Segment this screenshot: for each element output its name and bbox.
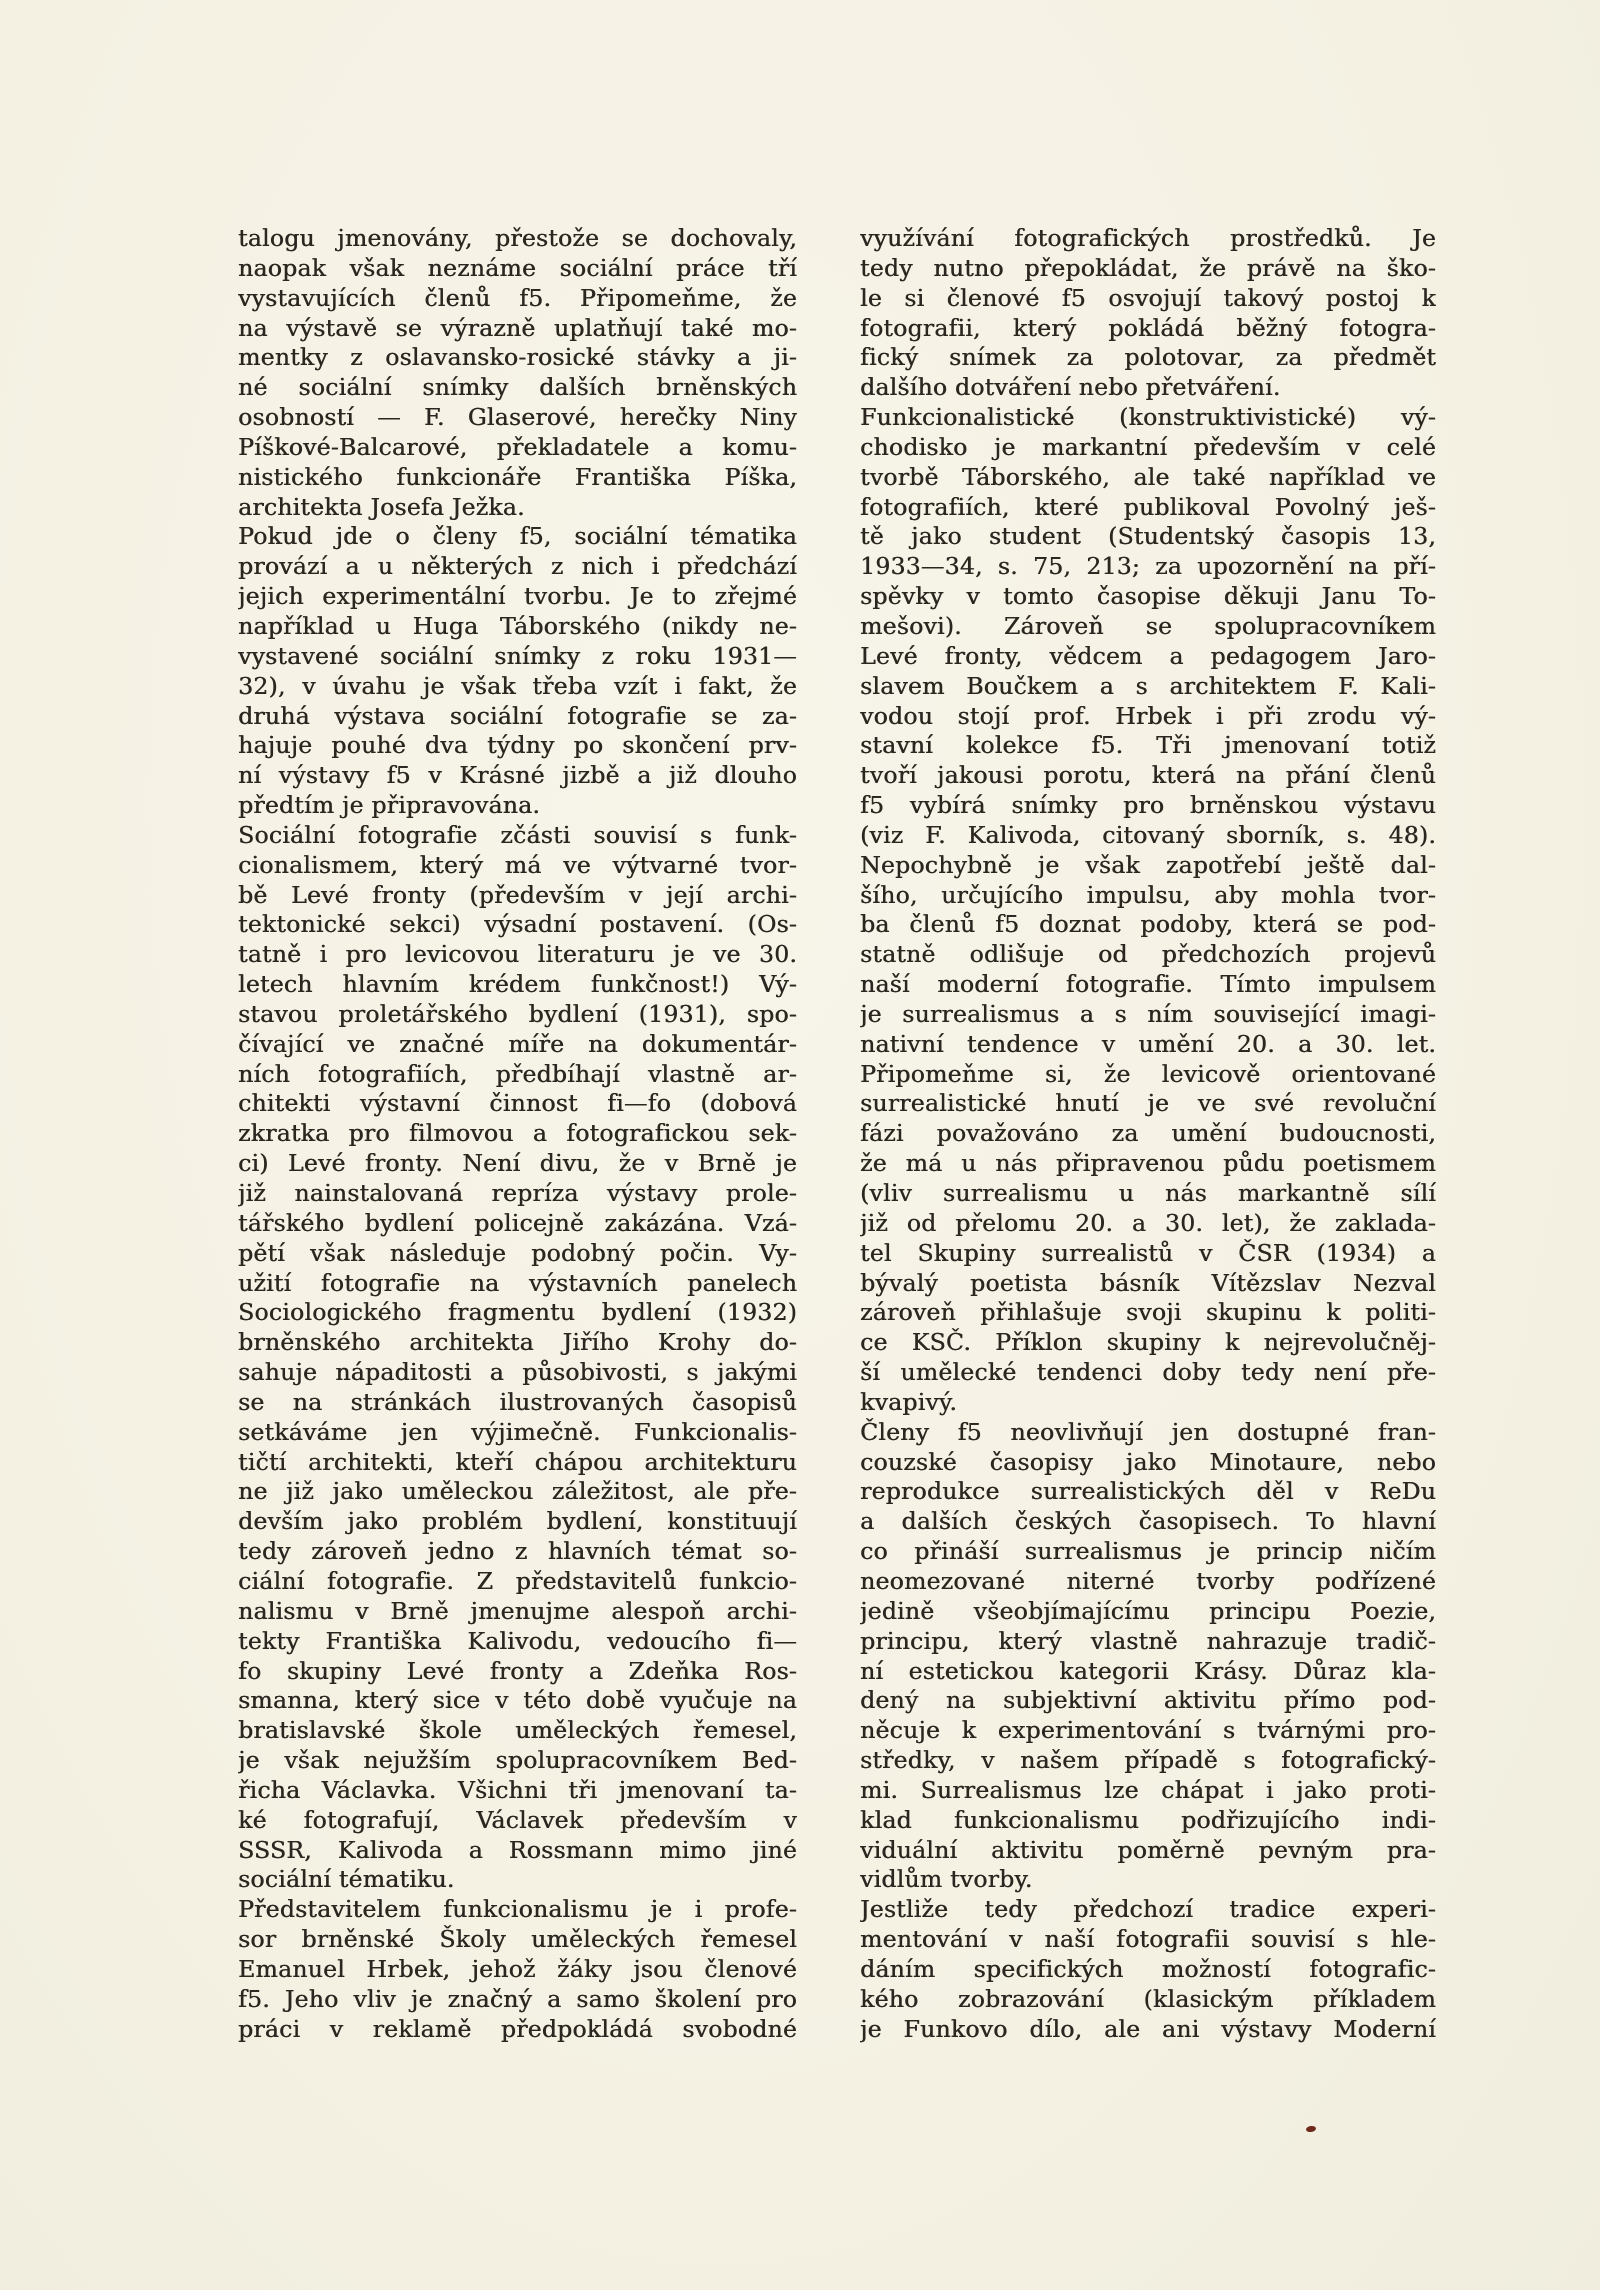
text-line: (vliv surrealismu u nás markantně sílí — [860, 1179, 1436, 1207]
text-line: dáním specifických možností fotografic- — [860, 1954, 1436, 1983]
text-line: tekty Františka Kalivodu, vedoucího fi— — [238, 1626, 797, 1655]
text-line: ší umělecké tendenci doby tedy není pře- — [860, 1358, 1436, 1387]
text-line: Sociologického fragmentu bydlení (1932) — [238, 1298, 797, 1327]
text-line: couzské časopisy jako Minotaure, nebo — [860, 1447, 1436, 1476]
text-line: mentky z oslavansko-rosické stávky a ji- — [238, 343, 797, 372]
text-line: nalismu v Brně jmenujme alespoň archi- — [238, 1596, 797, 1625]
text-line: tatně i pro levicovou literaturu je ve 30. — [238, 940, 797, 969]
text-line: stavou proletářského bydlení (1931), spo- — [238, 999, 797, 1028]
text-column-right — [860, 224, 1436, 2044]
text-line: co přináší surrealismus je princip ničím — [860, 1537, 1436, 1566]
text-line: ciální fotografie. Z představitelů funkcio- — [238, 1566, 797, 1595]
text-line: devším jako problém bydlení, konstituují — [238, 1507, 797, 1536]
text-line: bývalý poetista básník Vítězslav Nezval — [860, 1268, 1436, 1297]
text-line: tvorbě Táborského, ale také například ve — [860, 462, 1436, 491]
text-line: tedy nutno přepokládat, že právě na ško- — [860, 253, 1436, 282]
text-line: kvapivý. — [860, 1387, 957, 1416]
text-line: hajuje pouhé dva týdny po skončení prv- — [238, 731, 797, 760]
ink-speck — [1306, 2125, 1317, 2132]
text-line: vodou stojí prof. Hrbek i při zrodu vý- — [860, 701, 1436, 730]
text-line: tel Skupiny surrealistů v ČSR (1934) a — [860, 1238, 1436, 1267]
text-line: statně odlišuje od předchozích projevů — [860, 940, 1436, 969]
text-line: tičtí architekti, kteří chápou architekturu — [238, 1447, 797, 1476]
text-line: Jestliže tedy předchozí tradice experi- — [860, 1895, 1436, 1924]
text-line: f5 vybírá snímky pro brněnskou výstavu — [860, 791, 1436, 820]
text-line: zároveň přihlašuje svoji skupinu k politi- — [860, 1298, 1436, 1327]
text-line: tedy zároveň jedno z hlavních témat so- — [238, 1537, 797, 1566]
text-line: něcuje k experimentování s tvárnými pro- — [860, 1716, 1436, 1745]
text-line: Nepochybně je však zapotřebí ještě dal- — [860, 850, 1436, 879]
text-line: (viz F. Kalivoda, citovaný sborník, s. 48). — [860, 820, 1436, 849]
text-line: řicha Václavka. Všichni tři jmenovaní ta- — [238, 1775, 797, 1804]
text-line: Píškové-Balcarové, překladatele a komu- — [238, 432, 797, 461]
text-line: osobností — F. Glaserové, herečky Niny — [238, 403, 797, 432]
text-line: tě jako student (Studentský časopis 13, — [860, 522, 1436, 551]
text-line: druhá výstava sociální fotografie se za- — [238, 701, 797, 730]
text-line: tvoří jakousi porotu, která na přání členů — [860, 761, 1436, 790]
text-line: vystavené sociální snímky z roku 1931— — [238, 641, 797, 670]
text-line: vidlům tvorby. — [860, 1865, 1033, 1894]
text-line: dený na subjektivní aktivitu přímo pod- — [860, 1686, 1436, 1715]
text-line: architekta Josefa Ježka. — [238, 492, 525, 521]
text-line: né sociální snímky dalších brněnských — [238, 373, 797, 402]
text-line: Funkcionalistické (konstruktivistické) vý- — [860, 403, 1436, 432]
text-line: Připomeňme si, že levicově orientované — [860, 1059, 1436, 1088]
text-line: mešovi). Zároveň se spolupracovníkem — [860, 611, 1436, 640]
text-line: vystavujících členů f5. Připomeňme, že — [238, 283, 797, 312]
text-line: 1933—34, s. 75, 213; za upozornění na pří- — [860, 552, 1436, 581]
text-line: práci v reklamě předpokládá svobodné — [238, 2014, 797, 2043]
text-line: například u Huga Táborského (nikdy ne- — [238, 611, 797, 640]
text-line: chodisko je markantní především v celé — [860, 432, 1436, 461]
text-line: le si členové f5 osvojují takový postoj k — [860, 283, 1436, 312]
text-line: naší moderní fotografie. Tímto impulsem — [860, 970, 1436, 999]
text-line: naopak však neznáme sociální práce tří — [238, 253, 797, 282]
text-line: je surrealismus a s ním související imagi- — [860, 999, 1436, 1028]
text-line: nativní tendence v umění 20. a 30. let. — [860, 1029, 1436, 1058]
text-line: sor brněnské Školy uměleckých řemesel — [238, 1925, 797, 1954]
text-line: setkáváme jen výjimečně. Funkcionalis- — [238, 1417, 797, 1446]
text-line: surrealistické hnutí je ve své revoluční — [860, 1089, 1436, 1118]
text-line: slavem Boučkem a s architektem F. Kali- — [860, 671, 1436, 700]
text-line: spěvky v tomto časopise děkuji Janu To- — [860, 582, 1436, 611]
text-line: již nainstalovaná repríza výstavy prole- — [238, 1179, 797, 1207]
text-line: již od přelomu 20. a 30. let), že zaklada- — [860, 1208, 1436, 1237]
text-line: chitekti výstavní činnost fi—fo (dobová — [238, 1089, 797, 1118]
text-line: Levé fronty, vědcem a pedagogem Jaro- — [860, 641, 1436, 670]
text-line: ké fotografují, Václavek především v — [238, 1805, 797, 1834]
text-line: Emanuel Hrbek, jehož žáky jsou členové — [238, 1954, 797, 1983]
text-line: talogu jmenovány, přestože se dochovaly, — [238, 224, 797, 252]
text-line: bratislavské škole uměleckých řemesel, — [238, 1716, 797, 1745]
text-line: je Funkovo dílo, ale ani výstavy Moderní — [860, 2014, 1436, 2043]
text-line: 32), v úvahu je však třeba vzít i fakt, že — [238, 671, 797, 700]
text-line: stavní kolekce f5. Tři jmenovaní totiž — [860, 731, 1436, 760]
text-line: zkratka pro filmovou a fotografickou sek- — [238, 1119, 797, 1148]
text-line: fotografiích, které publikoval Povolný ješ- — [860, 492, 1436, 521]
text-line: nistického funkcionáře Františka Píška, — [238, 462, 797, 491]
text-line: tářského bydlení policejně zakázána. Vzá- — [238, 1208, 797, 1237]
text-line: fázi považováno za umění budoucnosti, — [860, 1119, 1436, 1148]
text-line: ne již jako uměleckou záležitost, ale pře- — [238, 1477, 797, 1506]
text-line: f5. Jeho vliv je značný a samo školení pro — [238, 1984, 797, 2013]
text-line: užití fotografie na výstavních panelech — [238, 1268, 797, 1297]
text-line: jedině všeobjímajícímu principu Poezie, — [860, 1596, 1436, 1625]
text-line: Členy f5 neovlivňují jen dostupné fran- — [860, 1417, 1436, 1446]
text-line: neomezované niterné tvorby podřízené — [860, 1566, 1436, 1595]
text-line: ci) Levé fronty. Není divu, že v Brně je — [238, 1149, 797, 1178]
text-line: principu, který vlastně nahrazuje tradič- — [860, 1626, 1436, 1655]
text-line: cionalismem, který má ve výtvarné tvor- — [238, 850, 797, 879]
text-line: klad funkcionalismu podřizujícího indi- — [860, 1805, 1436, 1834]
text-line: Představitelem funkcionalismu je i profe- — [238, 1895, 797, 1924]
text-line: a dalších českých časopisech. To hlavní — [860, 1507, 1436, 1536]
text-line: mentování v naší fotografii souvisí s hle- — [860, 1925, 1436, 1954]
text-line: sociální tématiku. — [238, 1865, 455, 1894]
text-line: reprodukce surrealistických děl v ReDu — [860, 1477, 1436, 1506]
text-line: ních fotografiích, předbíhají vlastně ar- — [238, 1059, 797, 1088]
text-line: smanna, který sice v této době vyučuje na — [238, 1686, 797, 1715]
text-line: fický snímek za polotovar, za předmět — [860, 343, 1436, 372]
text-line: SSSR, Kalivoda a Rossmann mimo jiné — [238, 1835, 797, 1864]
text-line: dalšího dotváření nebo přetváření. — [860, 373, 1281, 402]
text-line: ba členů f5 doznat podoby, která se pod- — [860, 910, 1436, 939]
text-line: je však nejužším spolupracovníkem Bed- — [238, 1746, 797, 1775]
text-line: viduální aktivitu poměrně pevným pra- — [860, 1835, 1436, 1864]
text-line: letech hlavním krédem funkčnost!) Vý- — [238, 970, 797, 999]
text-line: brněnského architekta Jiřího Krohy do- — [238, 1328, 797, 1357]
text-line: sahuje nápaditosti a působivosti, s jakými — [238, 1358, 797, 1387]
text-line: šího, určujícího impulsu, aby mohla tvor- — [860, 880, 1436, 909]
text-line: fo skupiny Levé fronty a Zdeňka Ros- — [238, 1656, 797, 1685]
text-line: fotografii, který pokládá běžný fotogra- — [860, 313, 1436, 342]
text-line: tektonické sekci) výsadní postavení. (Os- — [238, 910, 797, 939]
text-line: ní výstavy f5 v Krásné jizbě a již dlouho — [238, 761, 797, 790]
text-line: využívání fotografických prostředků. Je — [860, 224, 1436, 252]
text-line: ce KSČ. Příklon skupiny k nejrevolučněj- — [860, 1328, 1436, 1357]
text-line: Pokud jde o členy f5, sociální tématika — [238, 522, 797, 551]
text-column-left — [238, 224, 797, 2044]
text-line: předtím je připravována. — [238, 791, 541, 820]
text-line: jejich experimentální tvorbu. Je to zřejmé — [238, 582, 797, 611]
text-line: Sociální fotografie zčásti souvisí s funk- — [238, 820, 797, 849]
text-line: středky, v našem případě s fotografický- — [860, 1746, 1436, 1775]
text-line: na výstavě se výrazně uplatňují také mo- — [238, 313, 797, 342]
text-line: bě Levé fronty (především v její archi- — [238, 880, 797, 909]
text-line: čívající ve značné míře na dokumentár- — [238, 1029, 797, 1058]
text-line: pětí však následuje podobný počin. Vy- — [238, 1238, 797, 1267]
text-line: provází a u některých z nich i předchází — [238, 552, 797, 581]
text-line: se na stránkách ilustrovaných časopisů — [238, 1387, 797, 1416]
text-line: ní estetickou kategorii Krásy. Důraz kla- — [860, 1656, 1436, 1685]
text-line: mi. Surrealismus lze chápat i jako proti- — [860, 1775, 1436, 1804]
text-line: že má u nás připravenou půdu poetismem — [860, 1149, 1436, 1178]
text-line: kého zobrazování (klasickým příkladem — [860, 1984, 1436, 2013]
